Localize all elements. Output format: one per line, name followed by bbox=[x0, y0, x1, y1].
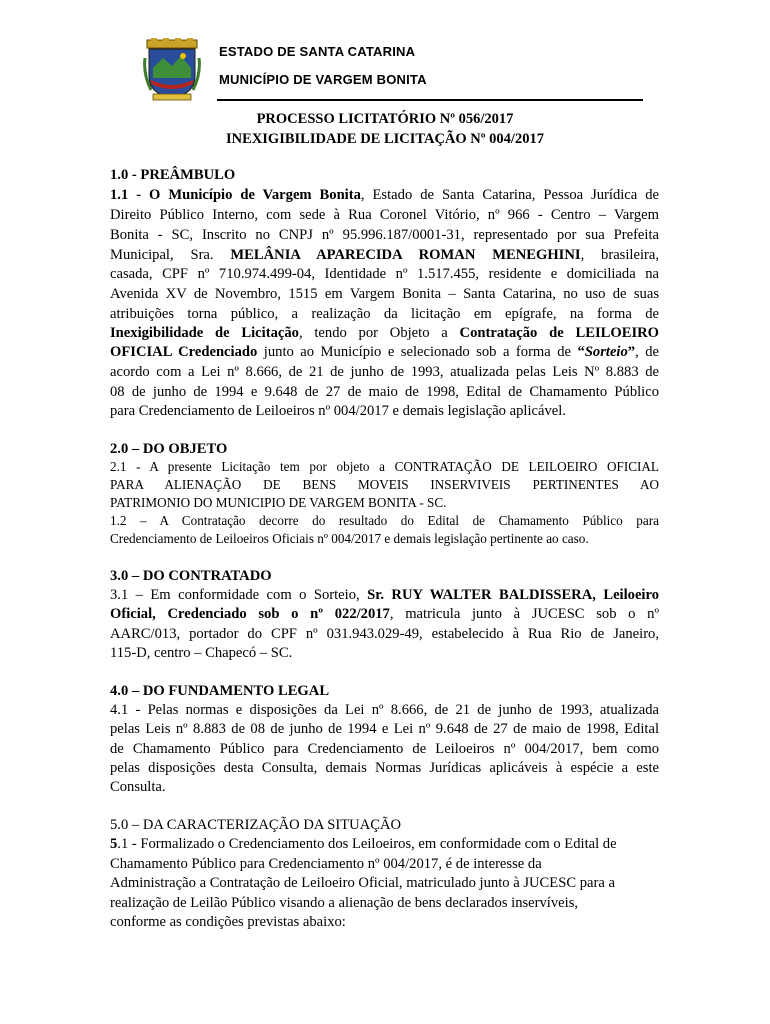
paragraph-line: 08 de junho de 1994 e 9.648 de 27 de maio de 1998, Edital de Chamamento Público bbox=[110, 384, 659, 400]
paragraph-line: 115-D, centro – Chapecó – SC. bbox=[110, 645, 293, 661]
section-1-heading: 1.0 - PREÂMBULO bbox=[110, 167, 236, 183]
paragraph-line: Credenciamento de Leiloeiros Oficiais nº 004/2017 e demais legislação pertinente ao caso. bbox=[110, 531, 589, 546]
paragraph-line: Consulta. bbox=[110, 779, 166, 795]
paragraph-line: conforme as condições previstas abaixo: bbox=[110, 914, 346, 930]
paragraph-line: 2.1 - A presente Licitação tem por objeto a CONTRATAÇÃO DE LEILOEIRO OFICIAL bbox=[110, 459, 659, 474]
paragraph-line: Direito Público Interno, com sede à Rua Coronel Vitório, nº 966 - Centro – Vargem bbox=[110, 207, 659, 223]
section-2-heading: 2.0 – DO OBJETO bbox=[110, 441, 228, 457]
paragraph-line: casada, CPF nº 710.974.499-04, Identidade nº 1.517.455, residente e domiciliada na bbox=[110, 266, 659, 282]
paragraph-line: Chamamento Público para Credenciamento nº 004/2017, é de interesse da bbox=[110, 856, 542, 872]
paragraph-line: AARC/013, portador do CPF nº 031.943.029-49, estabelecido à Rua Rio de Janeiro, bbox=[110, 626, 659, 642]
section-5-heading: 5.0 – DA CARACTERIZAÇÃO DA SITUAÇÃO bbox=[110, 817, 402, 833]
paragraph-line: Oficial, Credenciado sob o nº 022/2017, matricula junto à JUCESC sob o nº bbox=[110, 606, 659, 622]
state-name: ESTADO DE SANTA CATARINA bbox=[219, 44, 416, 59]
paragraph-line: 3.1 – Em conformidade com o Sorteio, Sr. RUY WALTER BALDISSERA, Leiloeiro bbox=[110, 587, 659, 603]
process-title: PROCESSO LICITATÓRIO Nº 056/2017 bbox=[256, 111, 514, 127]
paragraph-line: 4.1 - Pelas normas e disposições da Lei nº 8.666, de 21 de junho de 1993, atualizada bbox=[110, 702, 659, 718]
paragraph-line: Administração a Contratação de Leiloeiro Oficial, matriculado junto à JUCESC para a bbox=[110, 875, 615, 891]
paragraph-line: 5.1 - Formalizado o Credenciamento dos Leiloeiros, em conformidade com o Edital de bbox=[110, 836, 617, 852]
paragraph-line: 1.1 - O Município de Vargem Bonita, Estado de Santa Catarina, Pessoa Jurídica de bbox=[110, 187, 660, 203]
inexigibility-title: INEXIGIBILIDADE DE LICITAÇÃO Nº 004/2017 bbox=[226, 131, 544, 147]
paragraph-line: acordo com a Lei nº 8.666, de 21 de junho de 1993, atualizada pelas Leis Nº 8.883 de bbox=[110, 364, 659, 380]
paragraph-line: de Chamamento Público para Credenciamento de Leiloeiros nº 004/2017, bem como bbox=[110, 741, 659, 757]
section-4-heading: 4.0 – DO FUNDAMENTO LEGAL bbox=[110, 683, 330, 699]
paragraph-line: pelas disposições desta Consulta, demais Normas Jurídicas aplicáveis à espécie a este bbox=[110, 760, 659, 776]
paragraph-line: Inexigibilidade de Licitação, tendo por Objeto a Contratação de LEILOEIRO bbox=[110, 325, 660, 341]
paragraph-line: para Credenciamento de Leiloeiros nº 004/2017 e demais legislação aplicável. bbox=[110, 403, 566, 419]
paragraph-line: OFICIAL Credenciado junto ao Município e selecionado sob a forma de “Sorteio”, de bbox=[110, 344, 660, 360]
section-3-heading: 3.0 – DO CONTRATADO bbox=[110, 568, 272, 584]
paragraph-line: PARA ALIENAÇÃO DE BENS MOVEIS INSERVIVEIS PERTINENTES AO bbox=[110, 477, 659, 492]
paragraph-line: 1.2 – A Contratação decorre do resultado do Edital de Chamamento Público para bbox=[110, 513, 659, 528]
header-rule bbox=[217, 99, 643, 101]
paragraph-line: atribuições torna público, a realização da licitação em epígrafe, na forma de bbox=[110, 306, 659, 322]
coat-of-arms-icon bbox=[143, 38, 201, 102]
paragraph-line: Bonita - SC, Inscrito no CNPJ nº 95.996.187/0001-31, representado por sua Prefeita bbox=[110, 227, 659, 243]
paragraph-line: pelas Leis nº 8.883 de 08 de junho de 1994 e Lei nº 9.648 de 27 de maio de 1998, Edital bbox=[110, 721, 659, 737]
paragraph-line: Avenida XV de Novembro, 1515 em Vargem Bonita – Santa Catarina, no uso de suas bbox=[110, 286, 659, 302]
paragraph-line: Municipal, Sra. MELÂNIA APARECIDA ROMAN MENEGHINI, brasileira, bbox=[110, 247, 659, 263]
municipality-name: MUNICÍPIO DE VARGEM BONITA bbox=[219, 72, 427, 87]
paragraph-line: PATRIMONIO DO MUNICIPIO DE VARGEM BONITA - SC. bbox=[110, 495, 447, 510]
paragraph-line: realização de Leilão Público visando a alienação de bens declarados inservíveis, bbox=[110, 895, 579, 911]
